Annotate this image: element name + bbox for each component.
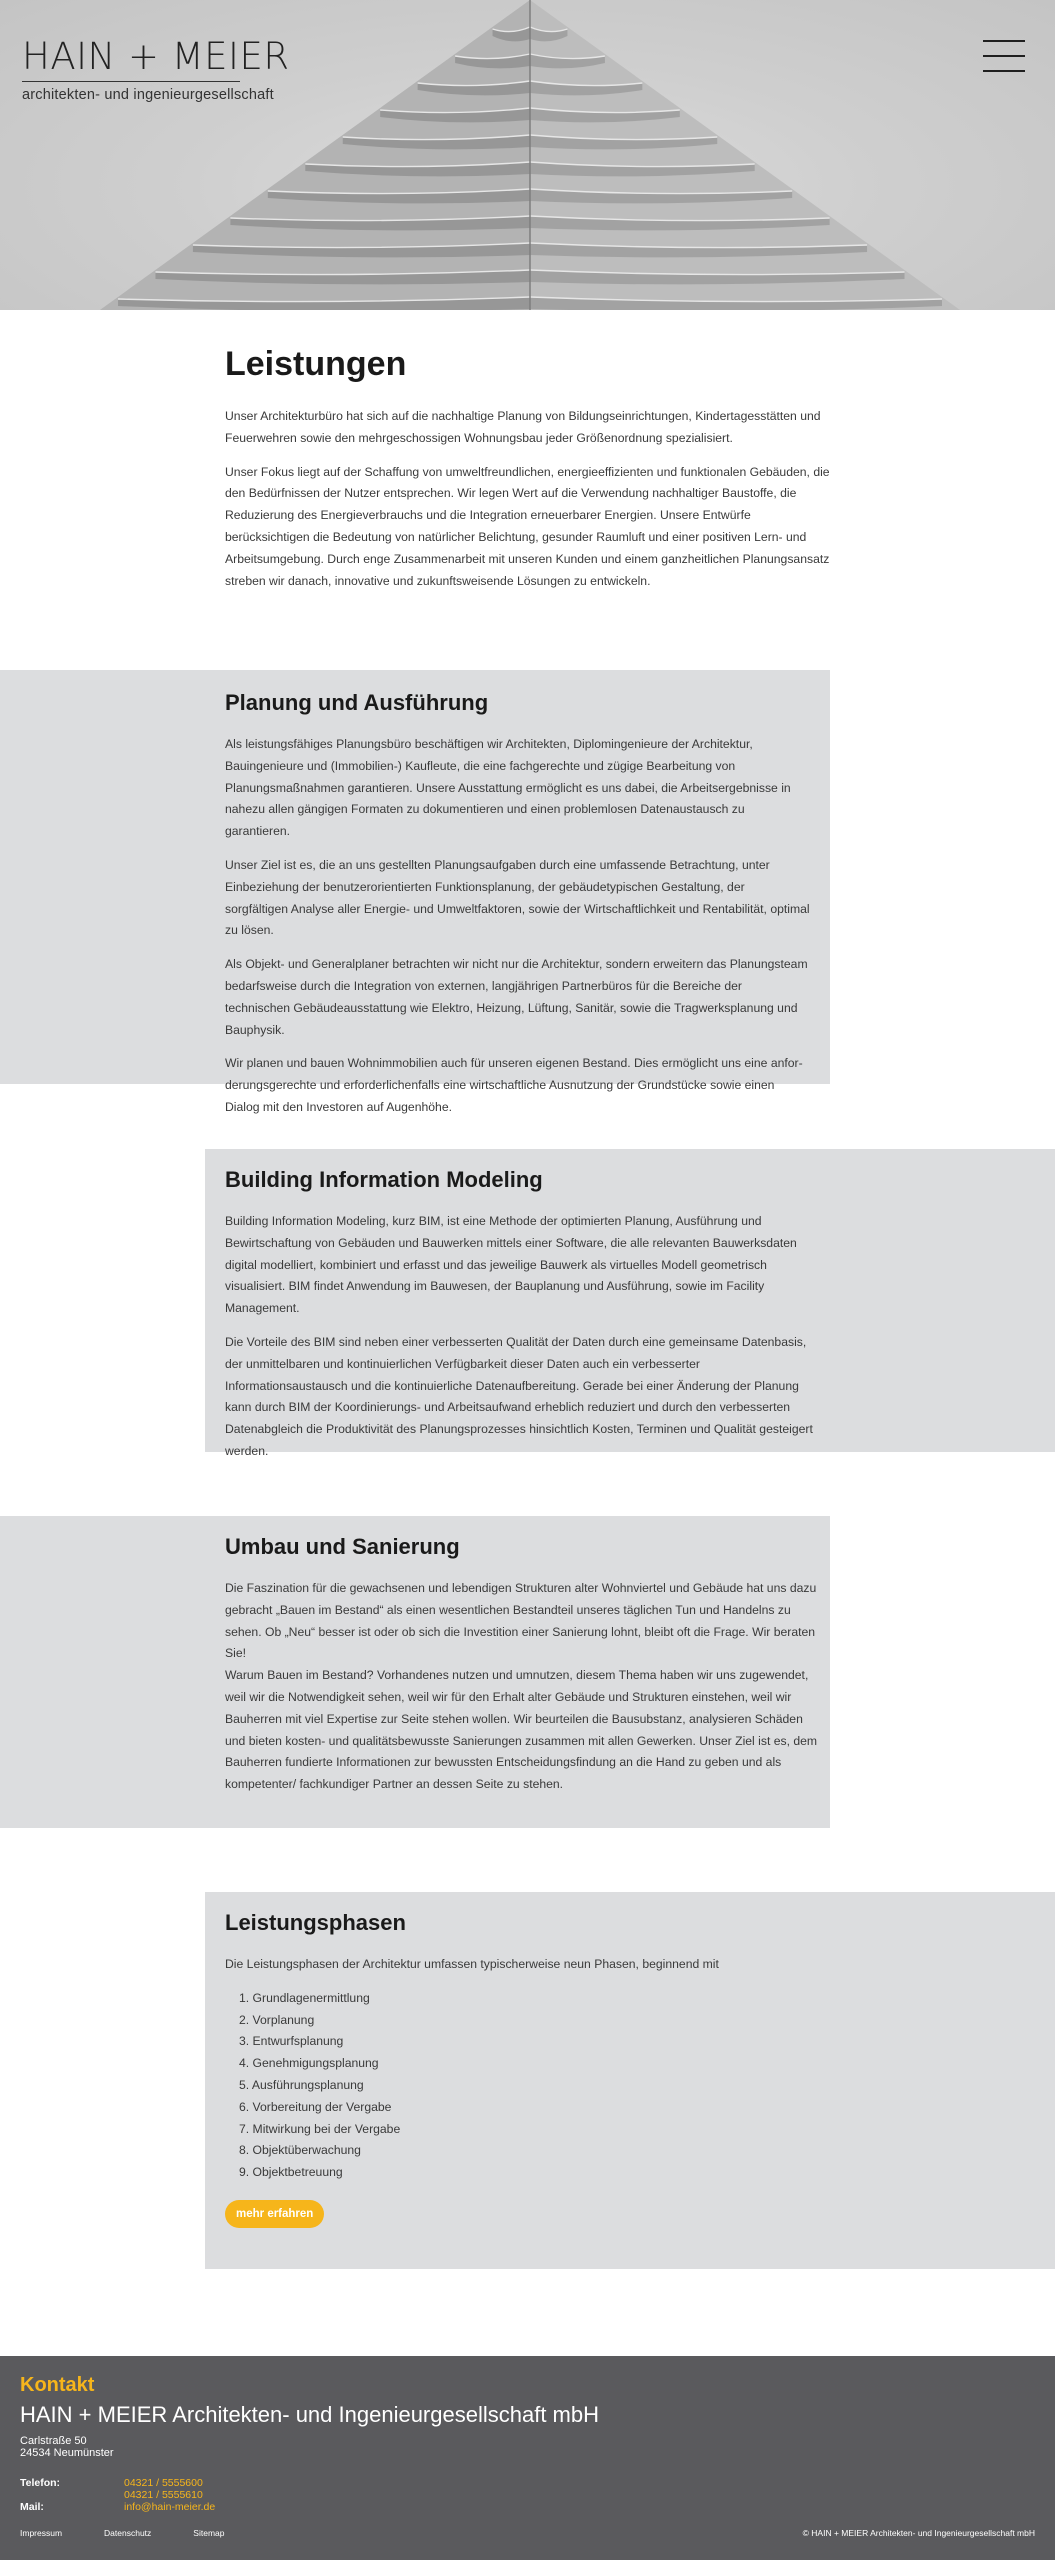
phase-list bbox=[225, 1988, 825, 2184]
section-title: Planung und Ausführung bbox=[225, 690, 489, 715]
list-item: 3. Entwurfsplanung bbox=[239, 2034, 344, 2049]
section-title: Building Information Modeling bbox=[225, 1167, 543, 1192]
sitemap-link[interactable]: Sitemap bbox=[193, 2528, 225, 2538]
logo-subtitle: architekten- und ingenieurgesellschaft bbox=[22, 87, 274, 103]
section-paragraph: Die Leistungsphasen der Architektur umfassen typischerweise neun Phasen, beginnend mit bbox=[225, 1957, 719, 1971]
impressum-link[interactable]: Impressum bbox=[20, 2528, 63, 2538]
list-item: 9. Objektbetreuung bbox=[239, 2165, 343, 2180]
list-item: 1. Grundlagenermittlung bbox=[239, 1990, 370, 2005]
section-paragraph: Wir planen und bauen Wohnimmobilien auch für unseren eigenen Bestand. Dies ermöglicht uns eine anforderungsgerechte und erforderlichenfalls eine wirtschaftliche Ausnutzung der Grundstücke sowie einen Dialog mit den Investoren auf Augenhöhe. bbox=[225, 1056, 803, 1114]
list-item: 2. Vorplanung bbox=[239, 2012, 315, 2027]
copyright: © HAIN + MEIER Architekten- und Ingenieurgesellschaft mbH bbox=[802, 2528, 1035, 2538]
hero-image bbox=[0, 0, 1055, 310]
footer-contact bbox=[20, 2477, 215, 2513]
leistungsphasen-section bbox=[205, 1892, 1055, 2269]
mail-link[interactable]: info@hain-meier.de bbox=[124, 2501, 216, 2513]
list-item: 4. Genehmigungsplanung bbox=[239, 2056, 379, 2071]
list-item: 5. Ausführungsplanung bbox=[239, 2077, 364, 2092]
footer-street: Carlstraße 50 bbox=[20, 2435, 87, 2447]
page-title: Leistungen bbox=[225, 345, 407, 383]
section-paragraph: Die Faszination für die gewachsenen und lebendigen Strukturen alter Wohnviertel und Gebäude hat uns dazu gebracht „Bauen im Bestand“ als einen wesentlichen Bestandteil unseres täglichen Tun und Handelns zu sehen. Ob „Neu“ besser ist oder ob sich die Investition einer Sanierung lohnt, bleibt oft die Frage. Wir beraten Sie! bbox=[225, 1581, 817, 1661]
list-item: 8. Objektüberwachung bbox=[239, 2143, 361, 2158]
logo[interactable] bbox=[22, 35, 290, 103]
footer-city: 24534 Neumünster bbox=[20, 2447, 114, 2459]
intro-paragraph: Unser Fokus liegt auf der Schaffung von umweltfreundlichen, energieeffizienten und funktionalen Gebäuden, die den Bedürfnissen der Nutzer entsprechen. Wir legen Wert auf die Verwendung nachhaltiger Baustoffe, die Reduzierung des Energieverbrauchs und die Integration erneuerbarer Energien. Unsere Entwürfe berücksichtigen die Bedeutung von natürlicher Belichtung, gesunder Raumluft und einer positiven Lern- und Arbeitsumgebung. Durch enge Zusammenarbeit mit unseren Kunden und einem ganzheitlichen Planungsansatz streben wir danach, innovative und zukunftsweisende Lösungen zu entwickeln. bbox=[225, 464, 830, 588]
hamburger-menu-icon[interactable] bbox=[983, 40, 1025, 74]
planung-section bbox=[0, 670, 830, 1114]
mehr-erfahren-button[interactable]: mehr erfahren bbox=[225, 2200, 324, 2228]
footer-company: HAIN + MEIER Architekten- und Ingenieurgesellschaft mbH bbox=[20, 2402, 599, 2427]
footer-links bbox=[20, 2528, 266, 2538]
logo-title: HAIN + MEIER bbox=[22, 35, 290, 78]
mail-label: Mail: bbox=[20, 2501, 44, 2513]
datenschutz-link[interactable]: Datenschutz bbox=[104, 2528, 152, 2538]
section-paragraph: Warum Bauen im Bestand? Vorhandenes nutzen und umnutzen, diesem Thema haben wir uns zugewendet, weil wir die Notwendigkeit sehen, weil wir für den Erhalt alter Gebäude und Strukturen einstehen, weil wir Bauherren mit viel Expertise zur Seite stehen wollen. Wir beurteilen die Bausubstanz, analysieren Schäden und bieten kosten- und qualitätsbewusste Sanierungen zusammen mit allen Gewerken. Unser Ziel ist es, dem Bauherren fundierte Informationen zur bewussten Entscheidungsfindung an die Hand zu geben und als kompetenter/ fachkundiger Partner an dessen Seite zu stehen. bbox=[225, 1668, 818, 1792]
section-title: Leistungsphasen bbox=[225, 1910, 406, 1935]
logo-divider bbox=[22, 81, 240, 82]
list-item: 7. Mitwirkung bei der Vergabe bbox=[239, 2121, 401, 2136]
list-item: 6. Vorbereitung der Vergabe bbox=[239, 2099, 392, 2114]
phone-link[interactable]: 04321 / 5555600 bbox=[124, 2477, 203, 2489]
section-paragraph: Unser Ziel ist es, die an uns gestellten Planungsaufgaben durch eine umfassende Betrachtung, unter Einbeziehung der benutzerorientierten Funktionsplanung, der gebäudetypischen Gestaltung, der sorgfältigen Analyse aller Energie- und Umweltfaktoren, sowie der Wirtschaftlichkeit und Rentabilität, optimal zu lösen. bbox=[225, 857, 810, 938]
footer bbox=[0, 2356, 1055, 2560]
section-paragraph: Die Vorteile des BIM sind neben einer verbesserten Qualität der Daten durch eine gemeinsame Datenbasis, der unmittelbaren und kontinuierlichen Verfügbarkeit dieser Daten auch ein verbesserter Informationsaustausch und die kontinuierliche Datenaufbereitung. Gerade bei einer Änderung der Planung kann durch BIM der Koordinierungs- und Arbeitsaufwand erheblich reduziert und durch den verbesserten Datenabgleich die Produktivität des Planungsprozesses hinsichtlich Kosten, Terminen und Qualität gesteigert werden. bbox=[225, 1334, 813, 1458]
section-paragraph: Building Information Modeling, kurz BIM, ist eine Methode der optimierten Planung, Ausführung und Bewirtschaftung von Gebäuden und Bauwerken mittels einer Software, die alle relevanten Bauwerksdaten digital modelliert, kombiniert und erfasst und das jeweilige Bauwerk als virtuelles Modell geometrisch visualisiert. BIM findet Anwendung im Bauwesen, der Bauplanung und Ausführung, sowie im Facility Management. bbox=[225, 1214, 797, 1316]
fax-value: 04321 / 5555610 bbox=[124, 2489, 203, 2501]
section-title: Umbau und Sanierung bbox=[225, 1534, 460, 1559]
section-paragraph: Als Objekt- und Generalplaner betrachten wir nicht nur die Architektur, sondern erweitern das Planungsteam bedarfsweise durch die Integration von externen, langjährigen Partnerbüros für die Bereiche der technischen Gebäudeausstattung wie Elektro, Heizung, Lüftung, Sanitär, sowie die Tragwerksplanung und Bauphysik. bbox=[225, 957, 808, 1037]
intro-section bbox=[225, 345, 830, 604]
footer-address bbox=[20, 2435, 114, 2459]
phone-label: Telefon: bbox=[20, 2477, 61, 2489]
umbau-section bbox=[0, 1516, 830, 1828]
bim-section bbox=[205, 1149, 1055, 1458]
intro-paragraph: Unser Architekturbüro hat sich auf die nachhaltige Planung von Bildungseinrichtungen, Kindertagesstätten und Feuerwehren sowie den mehrgeschossigen Wohnungsbau jeder Größenordnung spezialisiert. bbox=[225, 409, 821, 445]
footer-heading: Kontakt bbox=[20, 2374, 95, 2396]
section-paragraph: Als leistungsfähiges Planungsbüro beschäftigen wir Architekten, Diplomingenieure der Architektur, Bauingenieure und (Immobilien-) Kaufleute, die eine fachgerechte und zügige Bearbeitung von Planungsmaßnahmen garantieren. Unsere Ausstattung ermöglicht es uns dabei, die Arbeitsergebnisse in nahezu allen gängigen Formaten zu dokumentieren und einen problemlosen Datenaustausch zu garantieren. bbox=[225, 737, 791, 839]
